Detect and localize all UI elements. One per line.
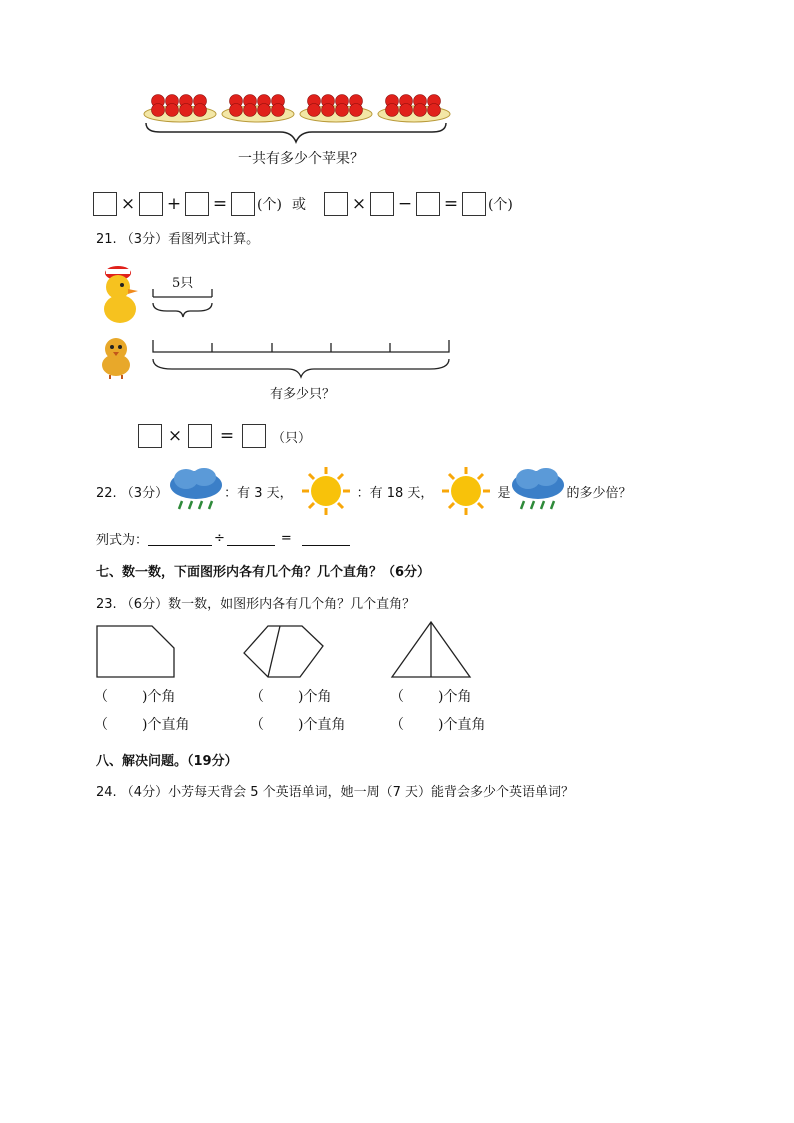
label-5-zhi: 5只	[172, 276, 194, 291]
plus-sign: +	[166, 194, 182, 214]
apple-formula: × + = (个) 或 × − = (个)	[93, 192, 513, 216]
answer-box[interactable]	[188, 424, 212, 448]
times-sign: ×	[120, 194, 136, 214]
apple-icon	[414, 104, 427, 117]
section-7-title: 七、数一数，下面图形内各有几个角？几个直角？（6分）	[96, 565, 431, 580]
section-8-title: 八、解决问题。（19分）	[96, 754, 238, 769]
equals-sign: =	[219, 426, 235, 446]
formula-label: 列式为：	[96, 533, 149, 548]
equals-sign: =	[212, 194, 228, 214]
apple-icon	[230, 104, 243, 117]
q22-rain-text: ：有 3 天，	[224, 485, 293, 501]
shape-pentagon	[97, 626, 174, 677]
short-brace	[153, 303, 212, 317]
answer-box[interactable]	[242, 424, 266, 448]
shape-triangle	[392, 622, 470, 677]
answer-box[interactable]	[93, 192, 117, 216]
times-sign: ×	[351, 194, 367, 214]
angle-count-label: )个角	[142, 689, 176, 705]
answer-box[interactable]	[138, 424, 162, 448]
apple-icon	[336, 104, 349, 117]
unit-label: （只）	[272, 430, 312, 446]
minus-sign: −	[397, 194, 413, 214]
q22-line	[96, 466, 631, 516]
answer-box[interactable]	[185, 192, 209, 216]
apple-icon	[308, 104, 321, 117]
angle-count-label: )个角	[438, 689, 472, 705]
q22-is-text: 是	[497, 485, 511, 501]
right-angle-count-label: )个直角	[298, 717, 346, 733]
q24-text: 24. （4分）小芳每天背会 5 个英语单词，她一周（7 天）能背会多少个英语单词？	[96, 785, 575, 800]
apple-icon	[244, 104, 257, 117]
angle-count-label: )个角	[298, 689, 332, 705]
unit-label: 个	[262, 197, 277, 213]
answer-box[interactable]	[231, 192, 255, 216]
or-word: 或	[291, 197, 306, 213]
q22-formula	[96, 529, 350, 548]
apple-question: 一共有多少个苹果？	[238, 151, 364, 167]
answer-box[interactable]	[324, 192, 348, 216]
equals-sign: =	[443, 194, 459, 214]
equals-sign: =	[280, 531, 292, 546]
apple-icon	[350, 104, 363, 117]
answer-box[interactable]	[416, 192, 440, 216]
apple-icon	[322, 104, 335, 117]
q22-sun-text: ：有 18 天，	[356, 485, 434, 501]
apple-icon	[386, 104, 399, 117]
answer-box[interactable]	[370, 192, 394, 216]
apple-icon	[428, 104, 441, 117]
long-bar	[153, 340, 449, 352]
right-angle-count-label: )个直角	[438, 717, 486, 733]
right-angle-count-label: )个直角	[142, 717, 190, 733]
answer-box[interactable]	[462, 192, 486, 216]
sun-icon	[441, 466, 491, 516]
q21-formula	[138, 424, 311, 448]
divide-sign: ÷	[214, 531, 225, 546]
sun-icon	[301, 466, 351, 516]
answer-blank[interactable]	[148, 531, 212, 546]
q23-header: 23. （6分）数一数，如图形内各有几个角？几个直角？	[96, 597, 416, 612]
q21-question: 有多少只？	[270, 387, 336, 402]
rain-cloud-icon	[510, 467, 566, 515]
apple-icon	[258, 104, 271, 117]
q23-figures: （ )个角 （ )个角 （ )个角 （ )个直角 （ )个直角 （ )个直角	[90, 620, 490, 740]
apple-icon	[166, 104, 179, 117]
q21-figure	[92, 255, 454, 455]
apple-plates-graphic	[140, 88, 455, 148]
answer-blank[interactable]	[302, 531, 350, 546]
times-sign: ×	[167, 426, 183, 446]
long-brace	[153, 359, 449, 377]
apple-icon	[400, 104, 413, 117]
shape-hexagon	[244, 626, 323, 677]
answer-blank[interactable]	[227, 531, 275, 546]
q21-header: 21. （3分）看图列式计算。	[96, 232, 260, 247]
apple-icon	[194, 104, 207, 117]
rain-cloud-icon	[168, 467, 224, 515]
apple-icon	[180, 104, 193, 117]
unit-label: 个	[493, 197, 508, 213]
q22-number: 22. （3分）	[96, 485, 169, 501]
q22-end-text: 的多少倍？	[566, 485, 632, 501]
short-bar	[153, 289, 212, 297]
apple-brace	[146, 123, 446, 142]
apple-icon	[152, 104, 165, 117]
apple-icon	[272, 104, 285, 117]
q23-shapes-graphic	[90, 620, 490, 682]
answer-box[interactable]	[139, 192, 163, 216]
